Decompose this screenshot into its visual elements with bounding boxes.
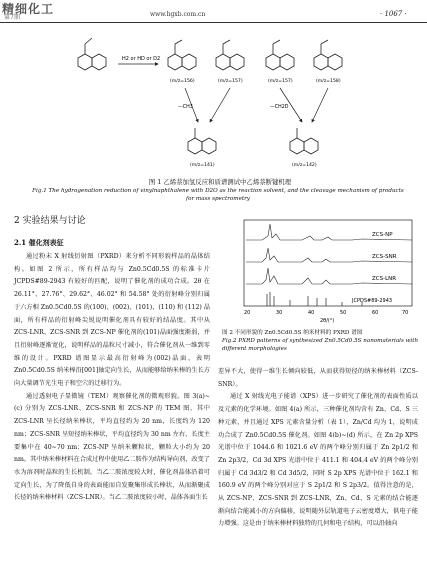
loss-ch3-label: —CH3 <box>178 105 193 110</box>
x-tick-30: 30 <box>276 310 283 316</box>
series-label-lnr: ZCS-LNR <box>372 276 397 282</box>
figure-2-caption-cn: 图 2 不同形貌的 Zn0.5Cd0.5S 纳米材料的 PXRD 谱图 <box>222 330 363 336</box>
product-3-structure <box>266 40 294 70</box>
figure-1-caption-en: Fig.1 The hydrogenation reduction of vinylnaphthalene with D2O as the reaction solvent, and the cleavage mechanism of products for mass spectrometry <box>32 188 404 202</box>
reference-pattern <box>267 292 362 306</box>
paragraph-xps: 通过 X 射线光电子能谱（XPS）进一步研究了催化剂的表面性质以及元素的化学环境。如图 4(a) 所示，三种催化剂均含有 Zn、Cd、S 三种元素，并且通过 XPS 元素含量分析（表 1），Zn/Cd 均为 1，说明成功合成了 Zn0.5Cd0.5S 催化剂。如图 4(b)~(d) 所示，在 Zn 2p XPS 光谱中位于 1044.6 和 1021.6 eV 的两个峰分别归属于 Zn 2p1/2 和 Zn 2p3/2，Cd 3d XPS 光谱中位于 411.1 和 404.4 eV 的两个峰分别归属于 Cd 3d3/2 和 Cd 3d5/2，同时 S 2p XPS 光谱中位于 162.1 和 160.9 eV 的两个峰分别对应于 S 2p1/2 和 S 2p3/2。值得注意的是，从 ZCS-NP、ZCS-SNR 到 ZCS-LNR，Zn、Cd、S 元素的结合能逐渐向结合能减小的方向偏移，说明随外层轨道电子云密度增大，供电子能力增强。这是由于纳米棒材料独特的几何和电子结构，可以沿轴向 <box>218 393 418 528</box>
journal-url[interactable]: www.hgxb.com.cn <box>150 11 206 18</box>
left-column <box>14 251 210 505</box>
mz-label-1: (m/z=156) <box>170 79 195 84</box>
page-header <box>0 0 427 22</box>
header-rule <box>0 22 427 23</box>
paragraph-tem: 通过透射电子显微镜（TEM）观察催化剂的微观形貌。图 3(a)~(c) 分别为 ZCS-LNR、ZCS-SNR 和 ZCS-NP 的 TEM 图，其中 ZCS-LNR 呈长径纳米棒状，平均直径约为 20 nm，长度约为 120 nm；ZCS-SNR 呈短径纳米棒状，平均直径约为 30 nm 左右，长度主要集中在 40~70 nm；ZCS-NP 呈纳米颗粒状，颗粒大小约为 20 nm。其中纳米棒材料在合成过程中使用乙二胺作为结构导向剂，改变了水为溶剂时晶粒的生长机制。当乙二胺浓度较大时，催化剂晶体沿着可定向生长，为了降低自身的表面能而自发聚集形成长棒状，从而渐聚成长径的纳米棒材料（ZCS-LNR）。当乙二胺浓度较小时，晶体各面生长 <box>14 392 210 502</box>
figure-2-caption-en: Fig.2 PXRD patterns of synthesized Zn0.5Cd0.5S nanomaterials with different morphologies <box>222 338 419 352</box>
page-number: · 1067 · <box>380 10 407 18</box>
figure-2-pxrd <box>222 214 417 324</box>
fragment-142-structure <box>290 128 318 154</box>
pxrd-chart-svg <box>222 214 417 324</box>
x-tick-60: 60 <box>372 310 379 316</box>
fragment-141-structure <box>188 128 216 154</box>
section-title: 2 实验结果与讨论 <box>14 216 86 226</box>
frag-arrow-2 <box>210 88 230 122</box>
x-tick-40: 40 <box>308 310 315 316</box>
product-1-structure <box>168 40 196 70</box>
product-2-structure <box>216 40 244 70</box>
x-axis-label: 2θ/(°) <box>320 318 335 324</box>
issue-number: 第7期 <box>4 14 20 21</box>
journal-logo: 精细化工 <box>2 2 55 16</box>
x-tick-70: 70 <box>402 310 409 316</box>
product-4-structure <box>314 40 342 70</box>
x-tick-50: 50 <box>340 310 347 316</box>
figure-1-scheme <box>70 24 370 174</box>
figure-2-caption <box>222 329 420 353</box>
figure-1-caption-cn: 图 1 乙烯萘加氢反应和质谱测试中乙烯萘断键机理 <box>148 178 292 186</box>
paragraph-continued: 差异不大，使得一维生长倾向较低，从而获得短径的纳米棒材料（ZCS-SNR）。 <box>218 368 418 388</box>
mz-label-4: (m/z=158) <box>316 79 341 84</box>
mz-label-5: (m/z=141) <box>190 163 215 168</box>
loss-ch2d-label: —CH2D <box>270 105 289 110</box>
subsection-title: 2.1 催化剂表征 <box>14 238 64 247</box>
series-label-np: ZCS-NP <box>372 232 393 238</box>
right-column <box>218 366 418 531</box>
mz-label-2: (m/z=157) <box>218 79 243 84</box>
reference-label: JCPDS#89-2943 <box>352 298 393 304</box>
reaction-scheme-svg <box>70 24 370 174</box>
frag-arrow-4 <box>312 88 328 122</box>
vinylnaphthalene-structure <box>78 38 106 70</box>
series-label-snr: ZCS-SNR <box>372 254 397 260</box>
mz-label-6: (m/z=142) <box>292 163 317 168</box>
reagent-label: H2 or HD or D2 <box>122 56 161 62</box>
paragraph-pxrd: 通过粉末 X 射线衍射图（PXRD）来分析不同形貌样品的晶体结构。如图 2 所示，所有样品均与 Zn0.5Cd0.5S 的标准卡片 JCPDS#89-2943 有较好的匹配，说明了催化剂的成功合成。2θ 在 26.11°、27.76°、29.62°、46.02° 和 54.58° 处的衍射峰分别归属于六方相 Zn0.5Cd0.5S 的(100)、(002)、(101)、(110) 和 (112) 晶面，所有样品的衍射峰尖锐说明催化剂具有较好的结晶度。其中从 ZCS-LNR、ZCS-SNR 到 ZCS-NP 催化剂的(101)晶面强度渐弱，并且衍射峰逐渐宽化，说明样品的晶粒尺寸减小，符合催化剂从一维到零维的设计。PXRD 谱图显示最高衍射峰为(002)晶面，表明 Zn0.5Cd0.5S 纳米棒沿[001]轴定向生长，从而能够给纳米棒的生长方向大量调节光生电子和空穴的迁移行为。 <box>14 253 210 388</box>
mz-label-3: (m/z=157) <box>268 79 293 84</box>
x-tick-20: 20 <box>244 310 251 316</box>
